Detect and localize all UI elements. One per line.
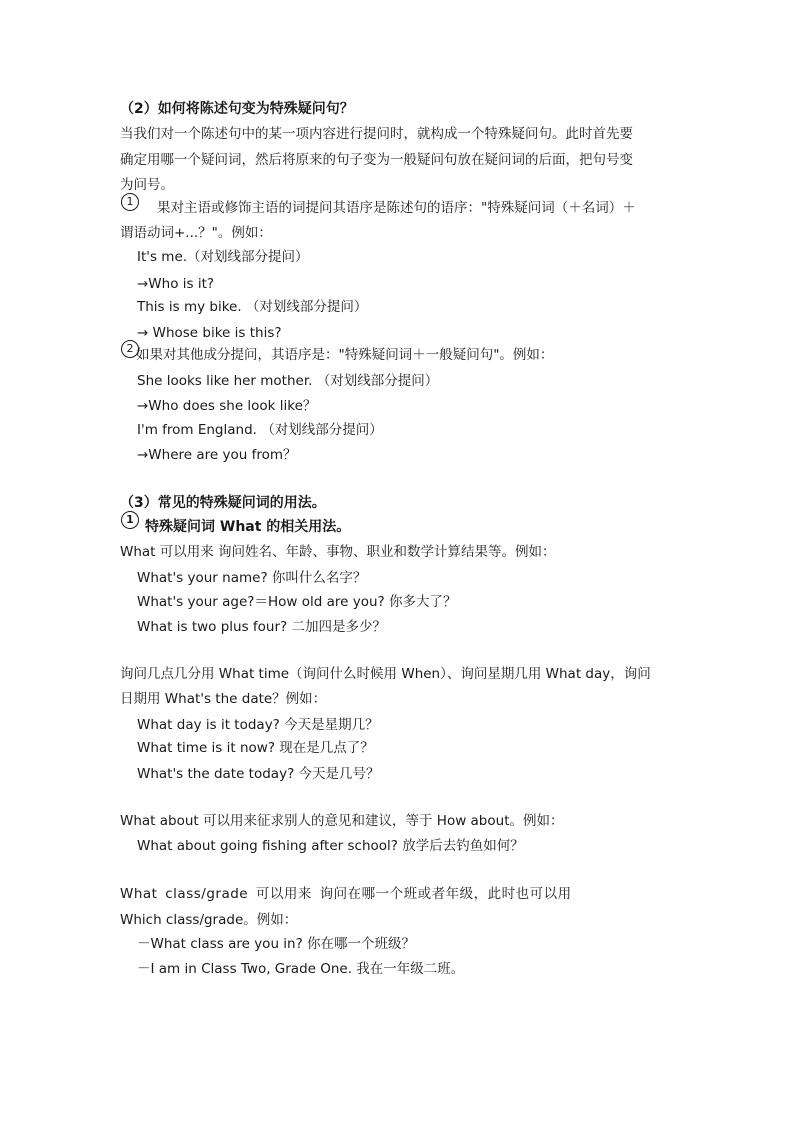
section2-heading: （2）如何将陈述句变为特殊疑问句？	[120, 101, 354, 117]
rule1-number-marker: 1	[121, 193, 139, 211]
what-time-line2: 日期用 What's the date？例如：	[120, 691, 327, 707]
example1-statement: It's me.（对划线部分提问）	[137, 249, 309, 265]
what-usage-intro: What 可以用来 询问姓名、年龄、事物、职业和数学计算结果等。例如：	[120, 544, 556, 560]
rule1-line1: 果对主语或修饰主语的词提问其语序是陈述句的语序："特殊疑问词（＋名词）＋	[157, 200, 636, 216]
what-date-example: What's the date today? 今天是几号？	[137, 766, 380, 782]
rule2-line1: 如果对其他成分提问，其语序是："特殊疑问词＋一般疑问句"。例如：	[136, 347, 554, 363]
section2-intro-line1: 当我们对一个陈述句中的某一项内容进行提问时，就构成一个特殊疑问句。此时首先要	[120, 126, 633, 142]
what-example-math: What is two plus four? 二加四是多少？	[137, 619, 386, 635]
what-example-name: What's your name? 你叫什么名字？	[137, 570, 367, 586]
what-class-example-a: －I am in Class Two, Grade One. 我在一年级二班。	[137, 961, 465, 977]
example3-question: →Who does she look like？	[137, 398, 317, 414]
section3-subheading: 特殊疑问词 What 的相关用法。	[145, 519, 351, 535]
what-time-example: What time is it now? 现在是几点了？	[137, 740, 374, 756]
what-class-line2: Which class/grade。例如：	[120, 912, 298, 928]
what-time-line1: 询问几点几分用 What time（询问什么时候用 When）、询问星期几用 What day，询问	[120, 666, 651, 682]
section3-sub-marker: 1	[121, 511, 139, 529]
example1-question: →Who is it?	[137, 276, 215, 292]
what-about-example: What about going fishing after school? 放学后去钓鱼如何？	[137, 838, 524, 854]
example2-question: → Whose bike is this?	[137, 325, 282, 341]
what-class-example-q: －What class are you in? 你在哪一个班级？	[137, 936, 416, 952]
section2-intro-line2: 确定用哪一个疑问词，然后将原来的句子变为一般疑问句放在疑问词的后面，把句号变	[120, 152, 633, 168]
rule1-line2: 谓语动词+...？"。例如：	[120, 225, 272, 241]
what-about-intro: What about 可以用来征求别人的意见和建议，等于 How about。例如：	[120, 813, 564, 829]
section2-intro-line3: 为问号。	[120, 177, 174, 193]
what-example-age: What's your age?＝How old are you? 你多大了？	[137, 594, 457, 610]
example4-question: →Where are you from？	[137, 447, 297, 463]
what-class-line1: What class/grade 可以用来 询问在哪一个班或者年级，此时也可以用	[120, 886, 572, 902]
example4-statement: I'm from England. （对划线部分提问）	[137, 422, 383, 438]
example2-statement: This is my bike. （对划线部分提问）	[137, 299, 368, 315]
section3-heading: （3）常见的特殊疑问词的用法。	[120, 495, 326, 511]
example3-statement: She looks like her mother. （对划线部分提问）	[137, 373, 439, 389]
rule2-number-marker: 2	[121, 340, 139, 358]
what-day-example: What day is it today? 今天是星期几？	[137, 717, 379, 733]
